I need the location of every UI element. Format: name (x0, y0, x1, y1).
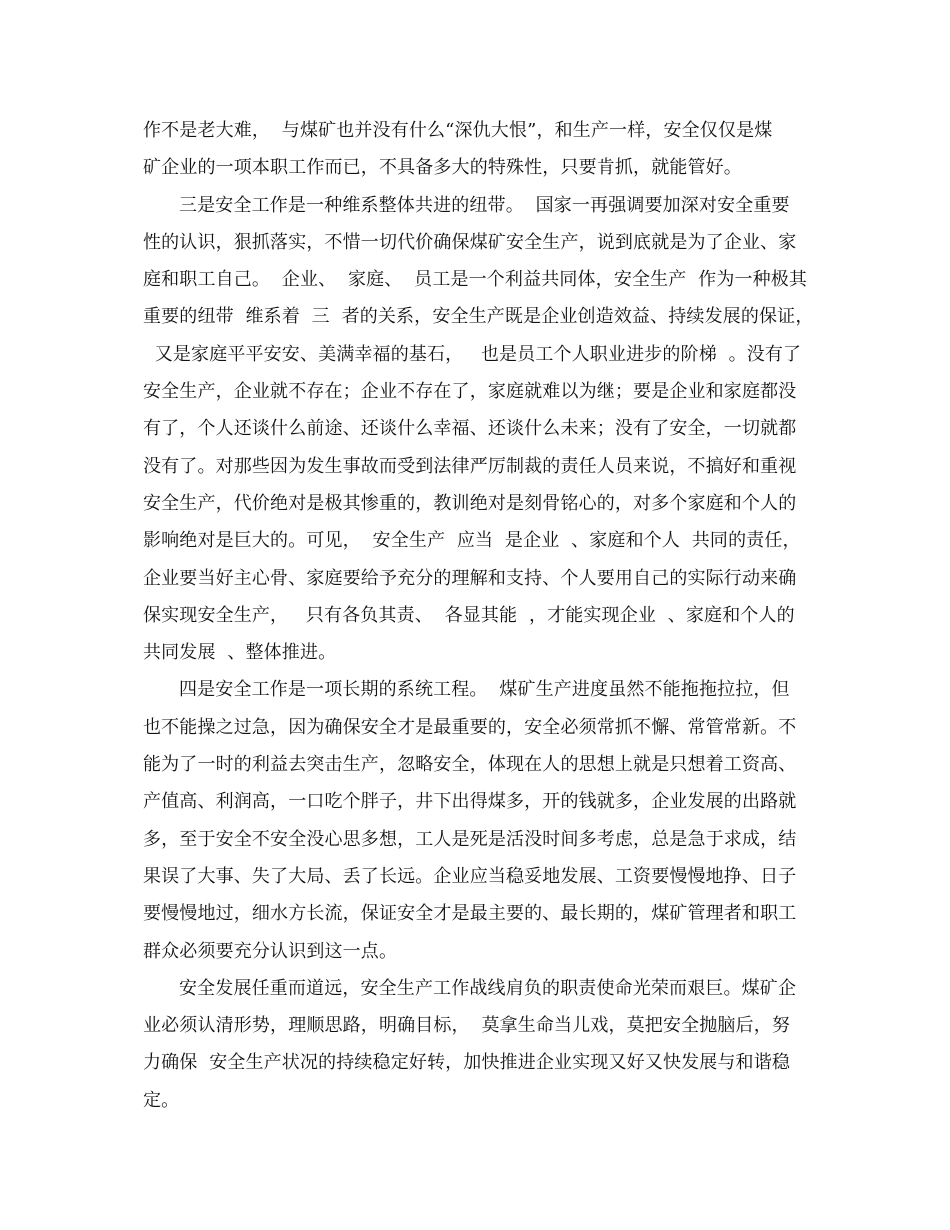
text-line: 果误了大事、失了大局、丢了长远。企业应当稳妥地发展、工资要慢慢地挣、日子 (143, 865, 797, 887)
text-line: 保实现安全生产， 只有各负其责、 各显其能 ，才能实现企业 、家庭和个人的 (143, 604, 795, 626)
text-line: 多，至于安全不安全没心思多想，工人是死是活没时间多考虑，总是急于求成，结 (143, 828, 797, 850)
text-line: 影响绝对是巨大的。可见， 安全生产 应当 是企业 、家庭和个人 共同的责任， (143, 530, 801, 552)
text-line: 安全生产，企业就不存在；企业不存在了，家庭就难以为继；要是企业和家庭都没 (143, 381, 797, 403)
text-line: 共同发展 、整体推进。 (143, 642, 337, 664)
text-line: 重要的纽带 维系着 三 者的关系，安全生产既是企业创造效益、持续发展的保证， (143, 306, 814, 328)
text-line: 庭和职工自己。 企业、 家庭、 员工是一个利益共同体，安全生产 作为一种极其 (143, 269, 808, 291)
text-line: 性的认识，狠抓落实，不惜一切代价确保煤矿安全生产，说到底就是为了企业、家 (143, 231, 797, 253)
paragraph-first-line: 三是安全工作是一种维系整体共进的纽带。 国家一再强调要加深对安全重要 (179, 194, 790, 216)
paragraph-first-line: 安全发展任重而道远，安全生产工作战线肩负的职责使命光荣而艰巨。煤矿企 (179, 977, 797, 999)
text-line: 要慢慢地过，细水方长流，保证安全才是最主要的、最长期的，煤矿管理者和职工 (143, 903, 797, 925)
text-line: 企业要当好主心骨、家庭要给予充分的理解和支持、个人要用自己的实际行动来确 (143, 567, 797, 589)
text-line: 安全生产，代价绝对是极其惨重的，教训绝对是刻骨铭心的，对多个家庭和个人的 (143, 492, 797, 514)
paragraph-first-line: 四是安全工作是一项长期的系统工程。 煤矿生产进度虽然不能拖拖拉拉，但 (179, 679, 790, 701)
text-line: 也不能操之过急，因为确保安全才是最重要的，安全必须常抓不懈、常管常新。不 (143, 716, 797, 738)
text-line: 能为了一时的利益去突击生产，忽略安全，体现在人的思想上就是只想着工资高、 (143, 754, 797, 776)
text-line: 力确保 安全生产状况的持续稳定好转，加快推进企业实现又好又快发展与和谐稳 (143, 1052, 790, 1074)
text-line: 有了，个人还谈什么前途、还谈什么幸福、还谈什么未来；没有了安全，一切就都 (143, 418, 797, 440)
text-line: 作不是老大难， 与煤矿也并没有什么“深仇大恨”，和生产一样，安全仅仅是煤 (143, 120, 773, 141)
text-line: 产值高、利润高，一口吃个胖子，井下出得煤多，开的钱就多，企业发展的出路就 (143, 791, 797, 813)
text-line: 没有了。对那些因为发生事故而受到法律严厉制裁的责任人员来说，不搞好和重视 (143, 455, 797, 477)
text-line: 业必须认清形势，理顺思路，明确目标， 莫拿生命当儿戏，莫把安全抛脑后，努 (143, 1015, 790, 1037)
text-line: 又是家庭平平安安、美满幸福的基石， 也是员工个人职业进步的阶梯 。没有了 (143, 343, 802, 365)
text-line: 定。 (143, 1089, 180, 1111)
text-line: 群众必须要充分认识到这一点。 (143, 940, 398, 962)
text-line: 矿企业的一项本职工作而已，不具备多大的特殊性，只要肯抓，就能管好。 (143, 157, 742, 179)
body-text (143, 112, 813, 1119)
